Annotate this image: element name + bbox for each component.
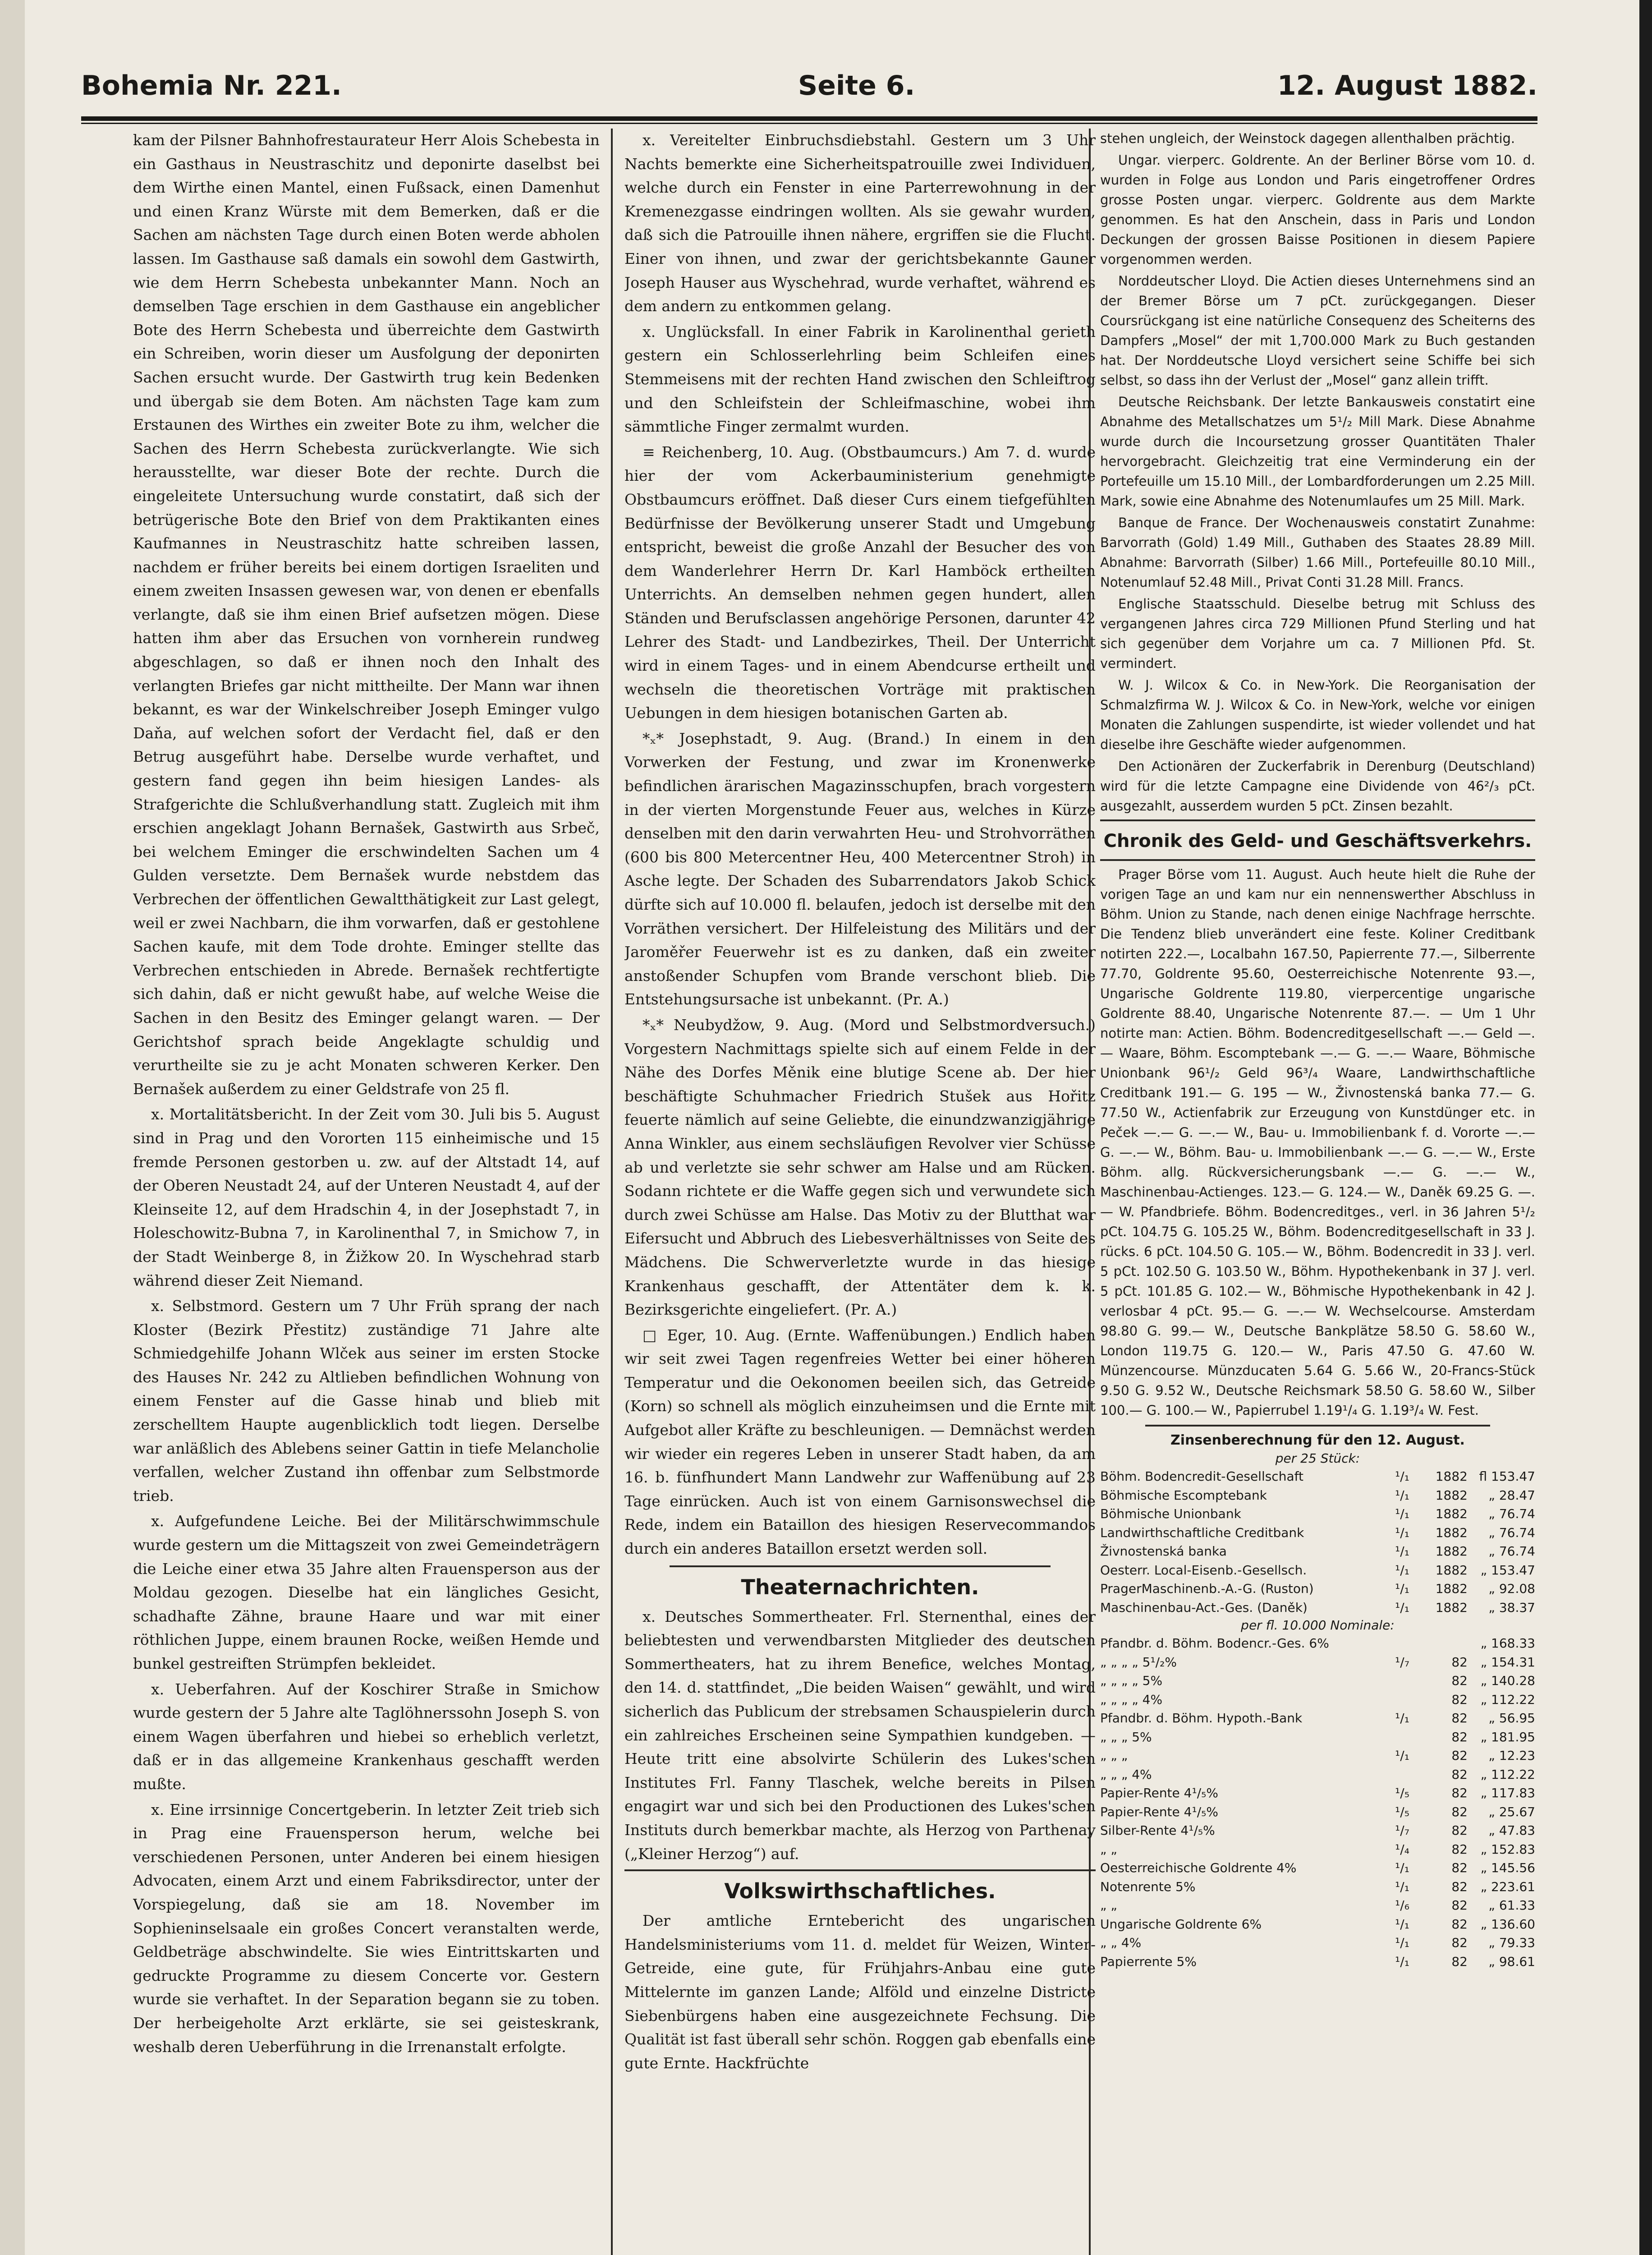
interest-value: „ 56.95 — [1488, 1711, 1535, 1726]
table-row — [1100, 1467, 1535, 1486]
security-name: Böhm. Bodencredit-Gesellschaft — [1100, 1469, 1303, 1484]
security-name: Živnostenská banka — [1100, 1544, 1227, 1559]
coupon-fraction: ¹/₇ — [1395, 1823, 1409, 1838]
coupon-fraction: ¹/₆ — [1395, 1898, 1409, 1913]
coupon-year: 1882 — [1435, 1487, 1468, 1503]
coupon-fraction: ¹/₁ — [1395, 1525, 1409, 1540]
article-neubydzow: *ₓ* Neubydžow, 9. Aug. (Mord und Selbstmordversuch.) Vorgestern Nachmittags spielte sich auf einem Felde in der Nähe des Dorfes Měnik eine blutige Scene ab. Der hier beschäftigte Schuhmacher Friedrich Stušek aus Hořitz feuerte nämlich auf seine Geliebte, die einundzwanzigjährige Anna Winkler, aus einem sechsläufigen Revolver vier Schüsse ab und verletzte sie sehr schwer am Halse und am Rücken. Sodann richtete er die Waffe gegen sich und verwundete sich durch zwei Schüsse am Halse. Das Motiv zu der Blutthat war Eifersucht und Abbruch des Liebesverhältnisses von Seite des Mädchens. Die Schwerverletzte wurde in das hiesige Krankenhaus geschafft, der Attentäter dem k. k. Bezirksgerichte eingeliefert. (Pr. A.) — [624, 1016, 1096, 1319]
section-title-chronik: Chronik des Geld- und Geschäftsverkehrs. — [1103, 831, 1532, 851]
interest-value: „ 140.28 — [1480, 1673, 1535, 1688]
table-row — [1100, 1933, 1535, 1952]
coupon-fraction: ¹/₅ — [1395, 1804, 1409, 1819]
zinsen-subtitle: per 25 Stück: — [1275, 1451, 1360, 1466]
security-name: Pfandbr. d. Böhm. Hypoth.-Bank — [1100, 1711, 1303, 1726]
coupon-fraction — [1386, 1765, 1418, 1784]
security-name: Landwirthschaftliche Creditbank — [1100, 1525, 1304, 1540]
security-name: „ „ „ „ 5¹/₂% — [1100, 1654, 1177, 1670]
security-name: „ „ „ 5% — [1100, 1729, 1152, 1744]
article-concertgeberin: x. Eine irrsinnige Concertgeberin. In letzter Zeit trieb sich in Prag eine Frauensperson herum, welche bei verschiedenen Personen, unter Anderen bei einem hiesigen Advocaten, einem Arzt und einem Fabriksdirector, unter der Vorspiegelung, daß sie am 18. November im Sophieninselsaale ein großes Concert veranstalten werde, Geldbeträge abschwindelte. Sie wies Eintrittskarten und gedruckte Programme zu diesem Concerte vor. Gestern wurde sie verhaftet. In der Separation begann sie zu toben. Der herbeigeholte Arzt erklärte, sie sei geisteskrank, weshalb deren Ueberführung in die Irrenanstalt erfolgte. — [133, 1800, 600, 2056]
coupon-year: 82 — [1451, 1898, 1468, 1913]
interest-value: „ 76.74 — [1488, 1525, 1535, 1540]
article-reichenberg: ≡ Reichenberg, 10. Aug. (Obstbaumcurs.) Am 7. d. wurde hier der vom Ackerbauministerium genehmigte Obstbaumcurs eröffnet. Daß dieser Curs einem tiefgefühlten Bedürfnisse der Bevölkerung unserer Stadt und Umgebung entspricht, beweist die große Anzahl der Besucher des von dem Wanderlehrer Herrn Dr. Karl Hamböck ertheilten Unterrichts. An demselben nehmen gegen hundert, allen Ständen und Berufsclassen angehörige Personen, darunter 42 Lehrer des Stadt- und Landbezirkes, Theil. Der Unterricht wird in einem Tages- und in einem Abendcurse ertheilt und wechseln die theoretischen Vorträge mit praktischen Uebungen in dem hiesigen botanischen Garten ab. — [624, 443, 1096, 722]
security-name: Oesterreichische Goldrente 4% — [1100, 1860, 1297, 1875]
security-name: Papier-Rente 4¹/₅% — [1100, 1786, 1218, 1800]
table-row — [1100, 1579, 1535, 1598]
table-row — [1100, 1634, 1535, 1653]
article-ueberfahren: x. Ueberfahren. Auf der Koschirer Straße in Smichow wurde gestern der 5 Jahre alte Taglöhnerssohn Joseph S. von einem Wagen überfahren und hiebei so erheblich verletzt, daß er in das allgemeine Krankenhaus geschafft werden mußte. — [133, 1680, 600, 1793]
security-name: Papier-Rente 4¹/₅% — [1100, 1804, 1218, 1819]
coupon-year: 1882 — [1435, 1600, 1468, 1615]
coupon-fraction: ¹/₄ — [1395, 1841, 1409, 1857]
interest-value: „ 223.61 — [1480, 1879, 1535, 1894]
article-erntebericht: Der amtliche Erntebericht des ungarischen Handelsministeriums vom 11. d. meldet für Weizen, Winter-Getreide, eine gute, für Frühjahrs-Anbau eine gute Mittelernte im ganzen Lande; Alföld und einzelne Districte Siebenbürgens haben eine ausgezeichnete Fechsung. Die Qualität ist fast überall sehr schön. Roggen gab ebenfalls eine gute Ernte. Hackfrüchte — [624, 1912, 1096, 2072]
table-row — [1100, 1840, 1535, 1859]
security-name: Böhmische Unionbank — [1100, 1506, 1241, 1521]
security-name: Böhmische Escomptebank — [1100, 1487, 1267, 1503]
coupon-year: 1882 — [1435, 1562, 1468, 1578]
coupon-fraction: ¹/₁ — [1395, 1487, 1409, 1503]
article-eger: □ Eger, 10. Aug. (Ernte. Waffenübungen.) Endlich haben wir seit zwei Tagen regenfreies Wetter bei einer höheren Temperatur und die Oekonomen beeilen sich, das Getreide (Korn) so schnell als möglich einzuheimsen und die Ernte mit Aufgebot aller Kräfte zu beschleunigen. — Demnächst werden wir wieder ein regeres Leben in unserer Stadt haben, da am 16. b. fünfhundert Mann Landwehr zur Waffenübung auf 23 Tage einrücken. Auch ist von einem Garnisonswechsel die Rede, indem ein Bataillon des hiesigen Reservecommandos durch ein anderes Bataillon ersetzt werden soll. — [624, 1326, 1096, 1558]
table-row — [1100, 1765, 1535, 1784]
coupon-year: 82 — [1451, 1711, 1468, 1726]
coupon-year: 82 — [1451, 1916, 1468, 1932]
coupon-year: 82 — [1451, 1841, 1468, 1857]
interest-value: „ 76.74 — [1488, 1544, 1535, 1559]
interest-value: „ 79.33 — [1488, 1935, 1535, 1950]
coupon-fraction: ¹/₁ — [1395, 1879, 1409, 1894]
table-row — [1100, 1709, 1535, 1728]
table-row — [1100, 1746, 1535, 1765]
coupon-fraction: ¹/₁ — [1395, 1562, 1409, 1578]
interest-value: „ 12.23 — [1488, 1748, 1535, 1763]
coupon-fraction: ¹/₅ — [1395, 1786, 1409, 1800]
table-row — [1100, 1878, 1535, 1896]
table-row — [1100, 1821, 1535, 1840]
table-row — [1100, 1803, 1535, 1822]
coupon-fraction: ¹/₇ — [1395, 1654, 1409, 1670]
security-name: Papierrente 5% — [1100, 1954, 1197, 1969]
coupon-fraction: ¹/₁ — [1395, 1600, 1409, 1615]
header-rule-thin — [81, 123, 1537, 124]
coupon-fraction — [1386, 1634, 1418, 1653]
coupon-fraction: ¹/₁ — [1395, 1954, 1409, 1969]
coupon-year: 82 — [1451, 1673, 1468, 1688]
section-rule — [1100, 819, 1535, 821]
article-mortalitaet: x. Mortalitätsbericht. In der Zeit vom 30. Juli bis 5. August sind in Prag und den Vororten 115 einheimische und 15 fremde Personen gestorben u. zw. auf der Altstadt 14, auf der Oberen Neustadt 24, auf der Unteren Neustadt 4, auf der Kleinseite 12, auf dem Hradschin 4, in der Josephstadt 7, in Holeschowitz-Bubna 7, in Karolinenthal 7, in Smichow 7, in der Stadt Weinberge 8, in Žižkow 20. In Wyschehrad starb während dieser Zeit Niemand. — [133, 1105, 600, 1289]
article-paragraph: kam der Pilsner Bahnhofrestaurateur Herr Alois Schebesta in ein Gasthaus in Neustraschitz und deponirte daselbst bei dem Wirthe einen Mantel, einen Fußsack, einen Damenhut und einen Kranz Würste mit dem Bemerken, daß er die Sachen am nächsten Tage durch einen Boten werde abholen lassen. Im Gasthause saß damals ein sowohl dem Gastwirth, wie dem Herrn Schebesta unbekannter Mann. Noch an demselben Tage erschien in dem Gasthause ein angeblicher Bote des Herrn Schebesta und überreichte dem Gastwirth ein Schreiben, worin dieser um Ausfolgung der deponirten Sachen ersucht wurde. Der Gastwirth trug kein Bedenken und übergab sie dem Boten. Am nächsten Tage kam zum Erstaunen des Wirthes ein zweiter Bote zu ihm, welcher die Sachen des Herrn Schebesta zurückverlangte. Wie sich herausstellte, war dieser Bote der rechte. Durch die eingeleitete Untersuchung wurde constatirt, daß sich der betrügerische Bote den Brief von dem Praktikanten eines Kaufmannes in Neustraschitz hatte schreiben lassen, nachdem er früher bereits bei einem dortigen Israeliten und einem zweiten Insassen gewesen war, von denen er ebenfalls verlangte, daß sie ihm einen Brief aufsetzen mögen. Diese hatten ihm aber das Ersuchen von vornherein rundweg abgeschlagen, so daß er ihnen noch den Inhalt des verlangten Briefes gar nicht mittheilte. Der Mann war ihnen bekannt, es war der Winkelschreiber Joseph Eminger vulgo Daňa, auf welchen sofort der Verdacht fiel, daß er den Betrug ausgeführt habe. Derselbe wurde verhaftet, und gestern fand gegen ihn beim hiesigen Landes- als Strafgerichte die Schlußverhandlung statt. Zugleich mit ihm erschien angeklagt Johann Bernašek, Gastwirth aus Srbeč, bei welchem Eminger die erschwindelten Sachen um 4 Gulden versetzte. Dem Bernašek wurde nebstdem das Verbrechen der öffentlichen Gewaltthätigkeit zur Last gelegt, weil er zwei Nachbarn, die ihm vorwarfen, daß er gestohlene Sachen kaufe, mit dem Tode drohte. Eminger stellte das Verbrechen entschieden in Abrede. Bernašek rechtfertigte sich dahin, daß er nicht gewußt habe, auf welche Weise die Sachen in den Besitz des Eminger gelangt waren. — Der Gerichtshof sprach beide Angeklagte schuldig und verurtheilte sie zu je acht Monaten schweren Kerker. Den Bernašek außerdem zu einer Geldstrafe von 25 fl. — [133, 131, 600, 1098]
table-row — [1100, 1598, 1535, 1617]
article-staatsschuld: Englische Staatsschuld. Dieselbe betrug mit Schluss des vergangenen Jahres circa 729 Millionen Pfund Sterling und hat sich gegenüber dem Vorjahre um ca. 7 Millionen Pfd. St. vermindert. — [1100, 596, 1535, 671]
column-3 — [1100, 129, 1535, 2255]
table-row — [1100, 1784, 1535, 1803]
security-name: PragerMaschinenb.-A.-G. (Ruston) — [1100, 1581, 1314, 1596]
coupon-year: 82 — [1451, 1786, 1468, 1800]
interest-value: „ 38.37 — [1488, 1600, 1535, 1615]
security-name: „ „ „ „ 4% — [1100, 1692, 1163, 1707]
coupon-fraction: ¹/₁ — [1395, 1711, 1409, 1726]
table-row — [1100, 1728, 1535, 1747]
column-2 — [624, 129, 1096, 2255]
table-row — [1100, 1671, 1535, 1690]
coupon-year: 1882 — [1435, 1525, 1468, 1540]
section-rule — [1100, 859, 1535, 861]
table-row — [1100, 1542, 1535, 1561]
article-leiche: x. Aufgefundene Leiche. Bei der Militärschwimmschule wurde gestern um die Mittagszeit von zwei Gemeindeträgern die Leiche einer etwa 35 Jahre alten Frauensperson aus der Moldau gezogen. Dieselbe hat ein längliches Gesicht, schadhafte Zähne, braune Haare und war mit einer röthlichen Juppe, einem braunen Rocke, weißen Hemde und bunkel gestreiften Strümpfen bekleidet. — [133, 1512, 600, 1672]
table-row — [1100, 1486, 1535, 1505]
section-title-volkswirth: Volkswirthschaftliches. — [724, 1879, 996, 1904]
security-name: Maschinenbau-Act.-Ges. (Daněk) — [1100, 1600, 1308, 1615]
coupon-year: 82 — [1451, 1860, 1468, 1875]
security-name: Silber-Rente 4¹/₅% — [1100, 1823, 1215, 1838]
interest-value: fl 153.47 — [1479, 1469, 1535, 1484]
interest-value: „ 25.67 — [1488, 1804, 1535, 1819]
interest-value: „ 92.08 — [1488, 1581, 1535, 1596]
article-selbstmord: x. Selbstmord. Gestern um 7 Uhr Früh sprang der nach Kloster (Bezirk Přestitz) zuständige 71 Jahre alte Schmiedgehilfe Johann Wlček aus seiner im ersten Stocke des Hauses Nr. 242 zu Altlieben befindlichen Wohnung von einem Fenster auf die Gasse hinab und blieb mit zerschelltem Haupte augenblicklich todt liegen. Derselbe war anläßlich des Ablebens seiner Gattin in tiefe Melancholie verfallen, welcher Zustand ihn offenbar zum Selbstmorde trieb. — [133, 1297, 600, 1505]
table-row — [1100, 1952, 1535, 1971]
security-name: Oesterr. Local-Eisenb.-Gesellsch. — [1100, 1562, 1307, 1578]
interest-value: „ 112.22 — [1480, 1692, 1535, 1707]
interest-value: „ 136.60 — [1480, 1916, 1535, 1932]
article-continuation: stehen ungleich, der Weinstock dagegen allenthalben prächtig. — [1100, 131, 1515, 146]
table-row — [1100, 1505, 1535, 1523]
coupon-year: 82 — [1451, 1692, 1468, 1707]
interest-value: „ 117.83 — [1480, 1786, 1535, 1800]
coupon-year: 82 — [1451, 1729, 1468, 1744]
zinsen-table-shares — [1100, 1467, 1535, 1617]
interest-value: „ 98.61 — [1488, 1954, 1535, 1969]
coupon-fraction — [1386, 1671, 1418, 1690]
interest-value: „ 153.47 — [1480, 1562, 1535, 1578]
security-name: Notenrente 5% — [1100, 1879, 1196, 1894]
interest-value: „ 154.31 — [1480, 1654, 1535, 1670]
article-wilcox: W. J. Wilcox & Co. in New-York. Die Reorganisation der Schmalzfirma W. J. Wilcox & Co. in New-York, welche vor einigen Monaten die Zahlungen suspendirte, ist wieder vollendet und hat dieselbe ihre Geschäfte wieder aufgenommen. — [1100, 677, 1535, 752]
coupon-fraction: ¹/₁ — [1395, 1581, 1409, 1596]
coupon-year: 82 — [1451, 1748, 1468, 1763]
page-number: Seite 6. — [798, 70, 915, 101]
coupon-fraction: ¹/₁ — [1395, 1544, 1409, 1559]
interest-value: „ 181.95 — [1480, 1729, 1535, 1744]
coupon-fraction: ¹/₁ — [1395, 1506, 1409, 1521]
coupon-year: 82 — [1451, 1767, 1468, 1782]
coupon-fraction — [1386, 1690, 1418, 1709]
column-1 — [133, 129, 600, 2255]
interest-value: „ 168.33 — [1480, 1636, 1535, 1651]
header-rule — [81, 116, 1537, 121]
security-name: „ „ „ — [1100, 1748, 1128, 1763]
coupon-fraction: ¹/₁ — [1395, 1860, 1409, 1875]
interest-value: „ 152.83 — [1480, 1841, 1535, 1857]
coupon-year: 82 — [1451, 1804, 1468, 1819]
coupon-fraction — [1386, 1728, 1418, 1747]
zinsen-subtitle: per fl. 10.000 Nominale: — [1241, 1618, 1395, 1633]
table-row — [1100, 1690, 1535, 1709]
coupon-year: 82 — [1451, 1823, 1468, 1838]
section-rule — [624, 1869, 1096, 1871]
table-row — [1100, 1561, 1535, 1580]
security-name: „ „ „ „ 5% — [1100, 1673, 1163, 1688]
coupon-year: 82 — [1451, 1935, 1468, 1950]
article-derenburg: Den Actionären der Zuckerfabrik in Derenburg (Deutschland) wird für die letzte Campagne eine Dividende von 46²/₃ pCt. ausgezahlt, ausserdem wurden 5 pCt. Zinsen bezahlt. — [1100, 759, 1535, 814]
section-rule — [1145, 1425, 1490, 1427]
security-name: Ungarische Goldrente 6% — [1100, 1916, 1262, 1932]
security-name: Pfandbr. d. Böhm. Bodencr.-Ges. 6% — [1100, 1636, 1329, 1651]
article-reichsbank: Deutsche Reichsbank. Der letzte Bankausweis constatirt eine Abnahme des Metallschatzes um 5¹/₂ Mill Mark. Diese Abnahme wurde durch die Incoursetzung grosser Quantitäten Thaler hervorgebracht. Gleichzeitig trat eine Verminderung ein der Portefeuille um 15.10 Mill., der Lombardforderungen um 2.25 Mill. Mark, sowie eine Abnahme des Notenumlaufes um 25 Mill. Mark. — [1100, 394, 1535, 509]
scan-margin-left — [0, 0, 25, 2255]
coupon-fraction: ¹/₁ — [1395, 1935, 1409, 1950]
coupon-year: 1882 — [1435, 1469, 1468, 1484]
table-row — [1100, 1653, 1535, 1672]
article-prager-boerse: Prager Börse vom 11. August. Auch heute hielt die Ruhe der vorigen Tage an und kam nur ein nennenswerther Abschluss in Böhm. Union zu Stande, nach denen einige Nachfrage herrschte. Die Tendenz blieb unverändert eine feste. Koliner Creditbank notirten 222.—, Localbahn 167.50, Papierrente 77.—, Silberrente 77.70, Goldrente 95.60, Oesterreichische Notenrente 93.—, Ungarische Goldrente 119.80, vierpercentige ungarische Goldrente 88.40, Ungarische Notenrente 87.—. — Um 1 Uhr notirte man: Actien. Böhm. Bodencreditgesellschaft —.— Geld —.— Waare, Böhm. Escomptebank —.— G. —.— Waare, Böhmische Unionbank 96¹/₂ Geld 96³/₄ Waare, Landwirthschaftliche Creditbank 191.— G. 195 — W., Živnostenská banka 77.— G. 77.50 W., Actienfabrik zur Erzeugung von Kunstdünger etc. in Peček —.— G. —.— W., Bau- u. Immobilienbank f. d. Vororte —.— G. —.— W., Böhm. Bau- u. Immobilienbank —.— G. —.— W., Erste Böhm. allg. Rückversicherungsbank —.— G. —.— W., Maschinenbau-Actienges. 123.— G. 124.— W., Daněk 69.25 G. —.— W. Pfandbriefe. Böhm. Bodencreditges., verl. in 36 Jahren 5¹/₂ pCt. 104.75 G. 105.25 W., Böhm. Bodencreditgesellschaft in 33 J. rücks. 6 pCt. 104.50 G. 105.— W., Böhm. Bodencredit in 33 J. verl. 5 pCt. 102.50 G. 103.50 W., Böhm. Hypothekenbank in 37 J. verl. 5 pCt. 101.85 G. 102.— W., Böhmische Hypothekenbank in 42 J. verlosbar 4 pCt. 95.— G. —.— W. Wechselcourse. Amsterdam 98.80 G. 99.— W., Deutsche Bankplätze 58.50 G. 58.60 W., London 119.75 G. 120.— W., Paris 47.50 G. 47.60 W. Münzencourse. Münzducaten 5.64 G. 5.66 W., 20-Francs-Stück 9.50 G. 9.52 W., Deutsche Reichsmark 58.50 G. 58.60 W., Silber 100.— G. 100.— W., Papierrubel 1.19¹/₄ G. 1.19³/₄ W. Fest. — [1100, 867, 1535, 1418]
coupon-year: 82 — [1451, 1654, 1468, 1670]
coupon-year — [1418, 1634, 1468, 1653]
security-name: „ „ — [1100, 1841, 1117, 1857]
coupon-year: 1882 — [1435, 1581, 1468, 1596]
interest-value: „ 76.74 — [1488, 1506, 1535, 1521]
article-ungluecksfall: x. Unglücksfall. In einer Fabrik in Karolinenthal gerieth gestern ein Schlosserlehrling beim Schleifen eines Stemmeisens mit der rechten Hand zwischen den Schleiftrog und den Schleifstein der Schleifmaschine, wobei ihm sämmtliche Finger zermalmt wurden. — [624, 322, 1096, 436]
article-banque-de-france: Banque de France. Der Wochenausweis constatirt Zunahme: Barvorrath (Gold) 1.49 Mill., Guthaben des Staates 28.89 Mill. Abnahme: Barvorrath (Silber) 1.66 Mill., Portefeuille 80.10 Mill., Notenumlauf 52.48 Mill., Privat Conti 31.28 Mill. Francs. — [1100, 515, 1535, 590]
coupon-year: 82 — [1451, 1954, 1468, 1969]
interest-value: „ 145.56 — [1480, 1860, 1535, 1875]
coupon-fraction: ¹/₁ — [1395, 1916, 1409, 1932]
coupon-year: 1882 — [1435, 1544, 1468, 1559]
security-name: „ „ 4% — [1100, 1935, 1142, 1950]
article-lloyd: Norddeutscher Lloyd. Die Actien dieses Unternehmens sind an der Bremer Börse um 7 pCt. zurückgegangen. Dieser Coursrückgang ist eine natürliche Consequenz des Scheiterns des Dampfers „Mosel“ der mit 1,700.000 Mark zu Buch gestanden hat. Der Norddeutsche Lloyd versichert seine Schiffe bei sich selbst, so dass ihn der Verlust der „Mosel“ ganz allein trifft. — [1100, 273, 1535, 388]
security-name: „ „ — [1100, 1898, 1117, 1913]
interest-value: „ 47.83 — [1488, 1823, 1535, 1838]
table-row — [1100, 1915, 1535, 1934]
page-header — [81, 70, 1537, 120]
zinsen-title: Zinsenberechnung für den 12. August. — [1170, 1432, 1465, 1448]
coupon-year: 1882 — [1435, 1506, 1468, 1521]
coupon-fraction: ¹/₁ — [1395, 1748, 1409, 1763]
section-rule — [670, 1565, 1051, 1567]
article-ungar-goldrente: Ungar. vierperc. Goldrente. An der Berliner Börse vom 10. d. wurden in Folge aus London und Paris eingetroffener Ordres grosse Posten ungar. vierperc. Goldrente aus dem Markte genommen. Es hat den Anschein, dass in Paris und London Deckungen der grossen Baisse Positionen in diesem Papiere vorgenommen werden. — [1100, 152, 1535, 267]
interest-value: „ 112.22 — [1480, 1767, 1535, 1782]
article-josephstadt: *ₓ* Josephstadt, 9. Aug. (Brand.) In einem in den Vorwerken der Festung, und zwar im Kronenwerke befindlichen ärarischen Magazinsschupfen, brach vorgestern in der vierten Morgenstunde Feuer aus, welches in Kürze denselben mit den darin verwahrten Heu- und Strohvorräthen (600 bis 800 Metercentner Heu, 400 Metercentner Stroh) in Asche legte. Der Schaden des Subarrendators Jakob Schick dürfte sich auf 10.000 fl. belaufen, jedoch ist derselbe mit den Vorräthen versichert. Der Hilfeleistung des Militärs und der Jaroměřer Feuerwehr ist es zu danken, daß ein zweiter anstoßender Schupfen vom Brande verschont blieb. Die Entstehungsursache ist unbekannt. (Pr. A.) — [624, 729, 1096, 1008]
interest-value: „ 61.33 — [1488, 1898, 1535, 1913]
column-divider — [611, 129, 613, 2255]
interest-value: „ 28.47 — [1488, 1487, 1535, 1503]
security-name: „ „ „ 4% — [1100, 1767, 1152, 1782]
table-row — [1100, 1523, 1535, 1542]
table-row — [1100, 1896, 1535, 1915]
section-title-theater: Theaternachrichten. — [741, 1574, 979, 1599]
coupon-year: 82 — [1451, 1879, 1468, 1894]
coupon-fraction: ¹/₁ — [1395, 1469, 1409, 1484]
article-sommertheater: x. Deutsches Sommertheater. Frl. Sternenthal, eines der beliebtesten und verwendbarsten Mitglieder des deutschen Sommertheaters, hat zu ihrem Benefice, welches Montag, den 14. d. stattfindet, „Die beiden Waisen“ gewählt, und wird sicherlich das Publicum der strebsamen Schauspielerin durch ein zahlreiches Erscheinen seine Sympathien kundgeben. — Heute tritt eine absolvirte Schülerin des Lukes'schen Institutes Frl. Fanny Tlaschek, welche bereits in Pilsen engagirt war und sich bei den Productionen des Lukes'schen Instituts durch bemerkbar machte, als Herzog von Parthenay („Kleiner Herzog“) auf. — [624, 1607, 1096, 1863]
article-einbruch: x. Vereitelter Einbruchsdiebstahl. Gestern um 3 Uhr Nachts bemerkte eine Sicherheitspatrouille zwei Individuen, welche durch ein Fenster in eine Parterrewohnung in der Kremenezgasse eindringen wollten. Als sie gewahr wurden, daß sich die Patrouille ihnen nähere, ergriffen sie die Flucht. Einer von ihnen, und zwar der gerichtsbekannte Gauner Joseph Hauser aus Wyschehrad, wurde verhaftet, während es dem andern zu entkommen gelang. — [624, 131, 1096, 315]
scan-margin-right — [1639, 0, 1652, 2255]
paper-issue: Bohemia Nr. 221. — [81, 70, 342, 101]
zinsen-table-bonds — [1100, 1634, 1535, 1971]
issue-date: 12. August 1882. — [1277, 70, 1537, 101]
table-row — [1100, 1859, 1535, 1878]
